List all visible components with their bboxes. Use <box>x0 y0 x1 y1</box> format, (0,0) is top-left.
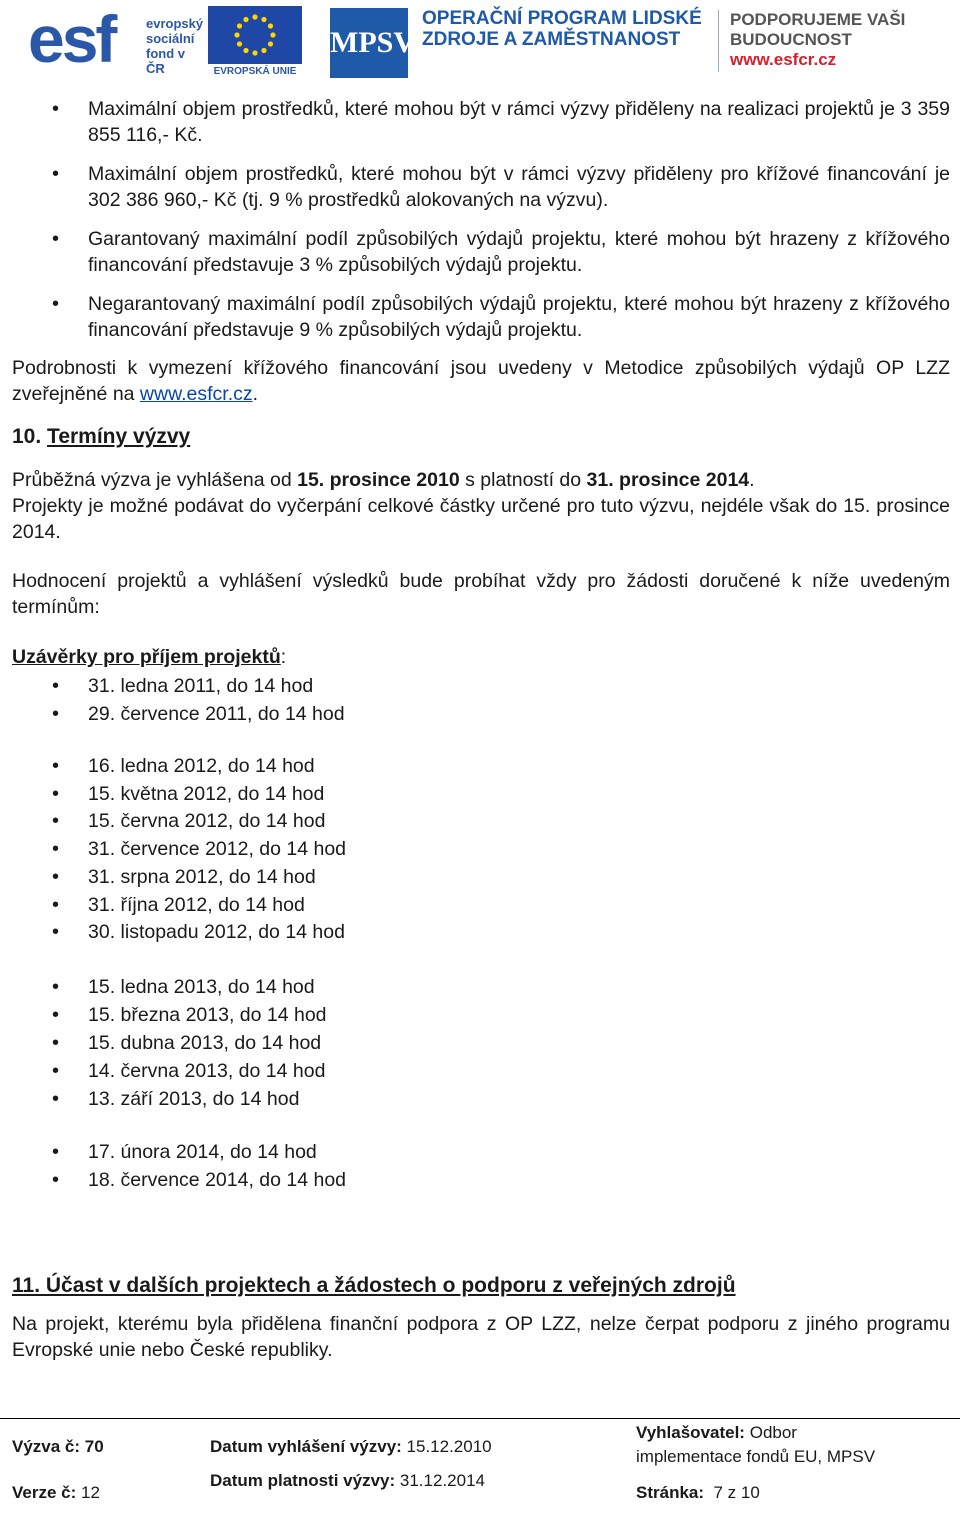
submission-text: Projekty je možné podávat do vyčerpání celkové částky určené pro tuto výzvu, nejdéle však do 15. prosince 2014. <box>12 495 950 543</box>
mpsv-logo-text: MPSV <box>330 26 415 59</box>
eu-flag-icon <box>208 6 302 64</box>
validity-date <box>210 1471 485 1491</box>
platnosti-label: Datum platnosti výzvy: <box>210 1471 396 1490</box>
verze-value: 12 <box>81 1483 100 1502</box>
list-item: • 18. července 2014, do 14 hod <box>12 1166 950 1194</box>
announcement-date <box>210 1437 492 1457</box>
esf-logo-text: esf <box>28 2 115 76</box>
document-body <box>12 96 950 1363</box>
stranka-label: Stránka: <box>636 1483 705 1502</box>
list-item: • 15. března 2013, do 14 hod <box>12 1001 950 1029</box>
vyzva-value: 70 <box>84 1437 104 1456</box>
list-item: • 30. listopadu 2012, do 14 hod <box>12 919 950 947</box>
evaluation-text: Hodnocení projektů a vyhlášení výsledků bude probíhat vždy pro žádosti doručené k níže uvedeným termínům: <box>12 570 950 618</box>
platnosti-value: 31.12.2014 <box>399 1471 485 1490</box>
list-item: • 17. února 2014, do 14 hod <box>12 1138 950 1166</box>
deadlines-label: Uzávěrky pro příjem projektů <box>12 646 281 668</box>
header-logos <box>0 0 960 84</box>
esf-sub-text: evropský sociální fond v ČR <box>146 16 204 76</box>
list-item: • 31. října 2012, do 14 hod <box>12 892 950 920</box>
list-item: • 14. června 2013, do 14 hod <box>12 1057 950 1085</box>
deadlines-2014 <box>12 1138 950 1194</box>
list-item: • 29. července 2011, do 14 hod <box>12 700 950 728</box>
deadlines-2013 <box>12 973 950 1113</box>
section-10-number: 10. <box>12 425 42 448</box>
support-slogan <box>730 10 950 70</box>
deadlines-2012 <box>12 753 950 947</box>
deadlines-heading <box>12 644 950 670</box>
vyhlasovatel-label: Vyhlašovatel: <box>636 1423 745 1442</box>
list-item: • 15. ledna 2013, do 14 hod <box>12 973 950 1001</box>
deadlines-colon: : <box>280 646 287 668</box>
call-period-e: . <box>749 469 755 491</box>
page-number <box>636 1483 760 1503</box>
list-item: • Maximální objem prostředků, které mohou být v rámci výzvy přiděleny pro křížové financování je 302 386 960,- Kč (tj. 9 % prostředků alokovaných na výzvu). <box>12 161 950 213</box>
list-item: • 16. ledna 2012, do 14 hod <box>12 753 950 781</box>
details-text: Podrobnosti k vymezení křížového financování jsou uvedeny v Metodice způsobilých výdajů OP LZZ zveřejněné na <box>12 357 950 405</box>
issuer-line-2: implementace fondů EU, MPSV <box>636 1447 876 1466</box>
list-item: • 15. června 2012, do 14 hod <box>12 808 950 836</box>
call-end-date: 31. prosince 2014 <box>586 469 750 491</box>
section-11-heading: 11. Účast v dalších projektech a žádostech o podporu z veřejných zdrojů <box>12 1273 736 1297</box>
op-program-title: OPERAČNÍ PROGRAM LIDSKÉ ZDROJE A ZAMĚSTNANOST <box>422 8 702 50</box>
list-item: • Negarantovaný maximální podíl způsobilých výdajů projektu, které mohou být hrazeny z křížového financování představuje 9 % způsobilých výdajů projektu. <box>12 291 950 343</box>
esf-logo <box>28 2 204 78</box>
page-footer <box>0 1418 960 1517</box>
call-period-a: Průběžná výzva je vyhlášena od <box>12 469 298 491</box>
header-divider <box>718 10 719 72</box>
stranka-value: 7 z 10 <box>713 1483 760 1502</box>
list-item: • Garantovaný maximální podíl způsobilých výdajů projektu, které mohou být hrazeny z křížového financování představuje 3 % způsobilých výdajů projektu. <box>12 226 950 278</box>
list-item: • Maximální objem prostředků, které mohou být v rámci výzvy přiděleny na realizaci projektů je 3 359 855 116,- Kč. <box>12 96 950 148</box>
version-label <box>12 1483 100 1503</box>
eu-stars-icon <box>208 6 302 64</box>
call-period-c: s platností do <box>459 469 587 491</box>
vyzva-label: Výzva č: <box>12 1437 81 1456</box>
section-11-text: Na projekt, kterému byla přidělena finanční podpora z OP LZZ, nelze čerpat podporu z jiného programu Evropské unie nebo České republiky. <box>12 1312 950 1361</box>
details-end: . <box>252 383 259 405</box>
list-item: • 31. srpna 2012, do 14 hod <box>12 864 950 892</box>
section-10-heading <box>12 424 950 450</box>
call-period-text <box>12 467 950 493</box>
list-item: • 15. května 2012, do 14 hod <box>12 781 950 809</box>
list-item: • 15. dubna 2013, do 14 hod <box>12 1029 950 1057</box>
section-10-title: Termíny výzvy <box>47 425 191 448</box>
list-item: • 31. ledna 2011, do 14 hod <box>12 672 950 700</box>
call-start-date: 15. prosince 2010 <box>297 469 460 491</box>
list-item: • 31. července 2012, do 14 hod <box>12 836 950 864</box>
esfcr-link[interactable]: www.esfcr.cz <box>139 383 253 405</box>
issuer <box>636 1423 797 1443</box>
deadlines-2011 <box>12 672 950 728</box>
vyhlaseni-label: Datum vyhlášení výzvy: <box>210 1437 402 1456</box>
list-item: • 13. září 2013, do 14 hod <box>12 1085 950 1113</box>
verze-label: Verze č: <box>12 1483 77 1502</box>
vyhlasovatel-value-1: Odbor <box>749 1423 797 1442</box>
call-number-label <box>12 1437 104 1457</box>
support-url: www.esfcr.cz <box>730 50 837 69</box>
cross-financing-details <box>12 355 950 407</box>
mpsv-logo <box>330 8 415 78</box>
eu-label: EVROPSKÁ UNIE <box>213 66 297 77</box>
support-text: PODPORUJEME VAŠI BUDOUCNOST <box>730 10 906 49</box>
funding-bullets <box>12 96 950 343</box>
vyhlaseni-value: 15.12.2010 <box>406 1437 492 1456</box>
